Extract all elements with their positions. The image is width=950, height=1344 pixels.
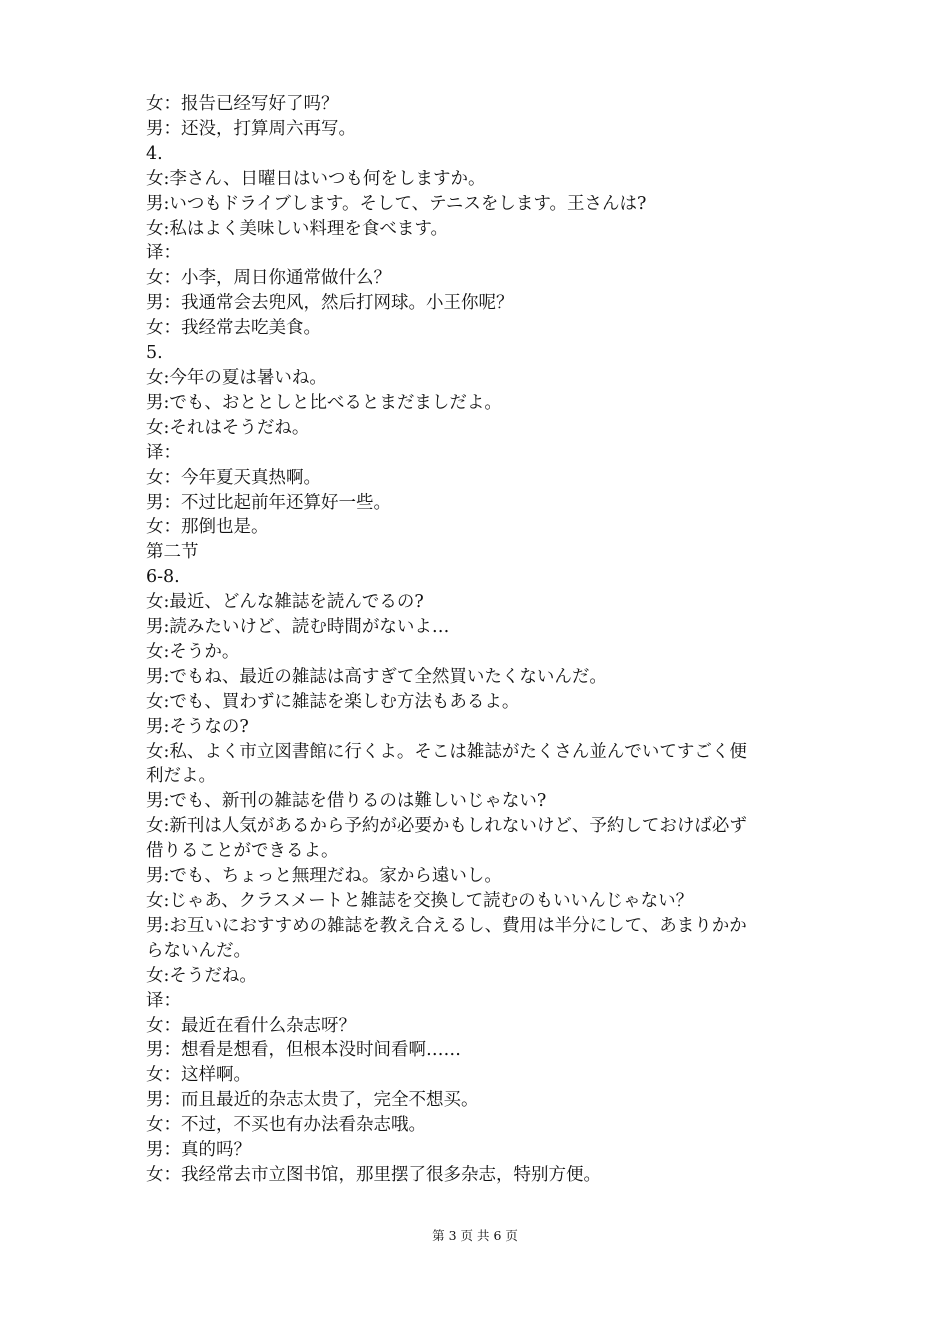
translation-heading: 译： — [146, 243, 181, 264]
text-line: 男:でも、新刊の雑誌を借りるのは難しいじゃない? — [146, 791, 547, 812]
section-number: 4. — [146, 143, 163, 164]
text-line: 女：小李，周日你通常做什么？ — [146, 268, 391, 289]
text-line: 男:お互いにおすすめの雑誌を教え合えるし、費用は半分にして、あまりかか — [146, 915, 747, 936]
text-line: 男：想看是想看，但根本没时间看啊…… — [146, 1040, 461, 1061]
text-line: 女：不过，不买也有办法看杂志哦。 — [146, 1115, 426, 1136]
section-number: 5. — [146, 343, 163, 364]
text-line: 利だよ。 — [146, 766, 216, 787]
section-number: 6-8. — [146, 567, 180, 588]
page-footer — [0, 1228, 950, 1244]
text-line: 男：我通常会去兜风，然后打网球。小王你呢？ — [146, 293, 514, 314]
text-line: 女:李さん、日曜日はいつも何をしますか。 — [146, 168, 486, 189]
text-line: 男:そうなの? — [146, 716, 249, 737]
text-line: 女:最近、どんな雑誌を読んでるの? — [146, 592, 424, 613]
text-line: 男:でもね、最近の雑誌は高すぎて全然買いたくないんだ。 — [146, 666, 607, 687]
translation-heading: 译： — [146, 990, 181, 1011]
document-body — [146, 92, 810, 1188]
text-line: 女：我经常去市立图书馆，那里摆了很多杂志，特别方便。 — [146, 1164, 601, 1185]
text-line: 女:でも、買わずに雑誌を楽しむ方法もあるよ。 — [146, 691, 520, 712]
section-heading: 第二节 — [146, 542, 199, 563]
text-line: 男:でも、おととしと比べるとまだましだよ。 — [146, 392, 502, 413]
text-line: 男：真的吗？ — [146, 1140, 251, 1161]
translation-heading: 译： — [146, 442, 181, 463]
text-line: 男:でも、ちょっと無理だね。家から遠いし。 — [146, 866, 502, 887]
text-line: 女:じゃあ、クラスメートと雑誌を交換して読むのもいいんじゃない？ — [146, 891, 694, 911]
text-line: 女:新刊は人気があるから予約が必要かもしれないけど、予約しておけば必ず — [146, 816, 747, 837]
text-line: 女:私、よく市立図書館に行くよ。そこは雑誌がたくさん並んでいてすごく便 — [146, 741, 747, 762]
text-line: 女:今年の夏は暑いね。 — [146, 367, 327, 388]
text-line: 男:読みたいけど、読む時間がないよ… — [146, 617, 450, 638]
text-line: 男:いつもドライブします。そして、テニスをします。王さんは? — [146, 193, 647, 214]
text-line: 男：还没，打算周六再写。 — [146, 118, 356, 139]
text-line: 女：最近在看什么杂志呀？ — [146, 1015, 356, 1036]
text-line: 男：不过比起前年还算好一些。 — [146, 492, 391, 513]
text-line: 女:そうだね。 — [146, 965, 257, 986]
text-line: らないんだ。 — [146, 940, 251, 961]
text-line: 男：而且最近的杂志太贵了，完全不想买。 — [146, 1090, 479, 1111]
text-line: 女:私はよく美味しい料理を食べます。 — [146, 218, 448, 239]
text-line: 女：我经常去吃美食。 — [146, 318, 321, 339]
text-line: 女：那倒也是。 — [146, 517, 269, 538]
text-line: 女:そうか。 — [146, 641, 240, 662]
page-number: 第 3 页 共 6 页 — [432, 1228, 518, 1243]
text-line: 女:それはそうだね。 — [146, 417, 310, 438]
text-line: 女：报告已经写好了吗？ — [146, 94, 339, 114]
text-line: 女：这样啊。 — [146, 1065, 251, 1086]
text-line: 借りることができるよ。 — [146, 841, 339, 862]
text-line: 女：今年夏天真热啊。 — [146, 467, 321, 488]
